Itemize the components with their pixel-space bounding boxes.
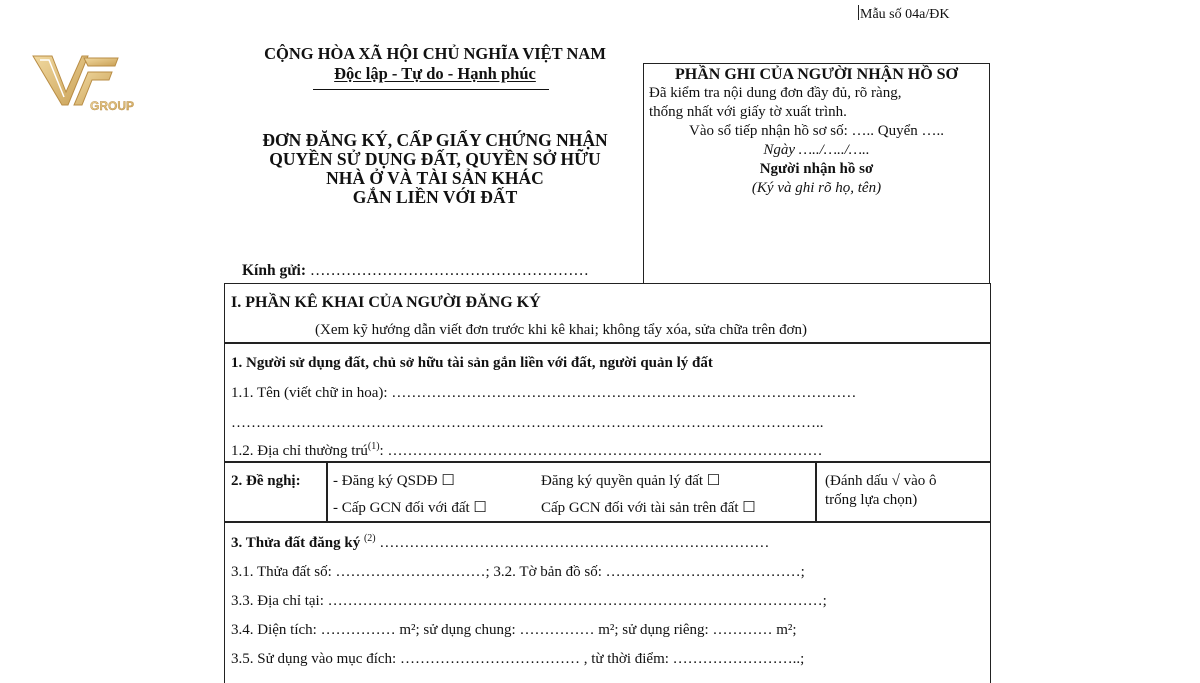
- option-certificate-land[interactable]: - Cấp GCN đối với đất ☐: [333, 500, 487, 516]
- receiver-title: PHẦN GHI CỦA NGƯỜI NHẬN HỒ SƠ: [675, 66, 958, 83]
- row-divider: [225, 461, 990, 463]
- part3-heading-text: 3. Thửa đất đăng ký: [231, 535, 361, 551]
- address-label: 1.2. Địa chỉ thường trú: [231, 443, 368, 459]
- title-line: QUYỀN SỬ DỤNG ĐẤT, QUYỀN SỞ HỮU: [269, 149, 601, 169]
- receiver-signer: Người nhận hồ sơ: [759, 161, 874, 177]
- part3-heading: [231, 534, 769, 553]
- request-label: 2. Đề nghị:: [231, 473, 301, 489]
- parcel-address-line[interactable]: 3.3. Địa chỉ tại: ………………………………………………………………………………………;: [231, 593, 827, 609]
- vf-group-logo-icon: [30, 50, 150, 120]
- recipient-label: Kính gửi:: [242, 262, 306, 279]
- footnote-ref: (2): [363, 533, 376, 544]
- motto-divider: [313, 89, 549, 90]
- nation-heading: CỘNG HÒA XÃ HỘI CHỦ NGHĨA VIỆT NAM: [264, 44, 606, 63]
- name-label: 1.1. Tên (viết chữ in hoa):: [231, 385, 388, 401]
- footnote-ref: (1): [367, 441, 380, 452]
- request-hint: (Đánh dấu √ vào ô: [825, 473, 937, 489]
- address-field[interactable]: [231, 442, 822, 461]
- row-divider: [225, 342, 990, 344]
- form-title: [230, 131, 640, 207]
- name-continuation[interactable]: ………………………………………………………………………………………………………..: [231, 415, 824, 431]
- row-divider: [225, 521, 990, 523]
- title-line: GẮN LIỀN VỚI ĐẤT: [352, 187, 518, 207]
- declaration-table: [224, 283, 991, 683]
- motto-text: Độc lập - Tự do - Hạnh phúc: [334, 64, 536, 83]
- motto: [230, 64, 640, 84]
- receiver-check-line: Đã kiểm tra nội dung đơn đầy đủ, rõ ràng,: [649, 85, 902, 101]
- company-logo: [30, 50, 150, 120]
- title-line: NHÀ Ở VÀ TÀI SẢN KHÁC: [326, 168, 544, 188]
- receiver-sign-note: (Ký và ghi rõ họ, tên): [751, 180, 882, 196]
- receiver-check-line: thống nhất với giấy tờ xuất trình.: [649, 104, 847, 120]
- section-note: (Xem kỹ hướng dẫn viết đơn trước khi kê khai; không tẩy xóa, sửa chữa trên đơn): [315, 322, 808, 338]
- recipient-field[interactable]: [242, 262, 589, 280]
- parcel-purpose-line[interactable]: 3.5. Sử dụng vào mục đích: ……………………………… , từ thời điểm: ……………………..;: [231, 651, 805, 667]
- receiver-box: [643, 63, 990, 283]
- text-cursor: [858, 5, 859, 20]
- parcel-area-line[interactable]: 3.4. Diện tích: …………… m²; sử dụng chung: …………… m²; sử dụng riêng: ………… m²;: [231, 622, 797, 638]
- title-line: ĐƠN ĐĂNG KÝ, CẤP GIẤY CHỨNG NHẬN: [262, 130, 608, 150]
- option-certificate-assets[interactable]: Cấp GCN đối với tài sản trên đất ☐: [541, 500, 756, 516]
- form-code: [858, 5, 949, 23]
- svg-text:GROUP: GROUP: [90, 99, 135, 113]
- option-register-land-use[interactable]: - Đăng ký QSDĐ ☐: [333, 473, 455, 489]
- name-field[interactable]: [231, 384, 856, 403]
- name-input[interactable]: …………………………………………………………………………………: [387, 385, 857, 401]
- receiver-date[interactable]: Ngày …../…../…..: [763, 142, 870, 158]
- address-input[interactable]: : ……………………………………………………………………………: [379, 443, 823, 459]
- column-divider: [815, 461, 817, 521]
- part1-heading: 1. Người sử dụng đất, chủ sở hữu tài sản gắn liền với đất, người quản lý đất: [231, 355, 713, 371]
- option-register-management[interactable]: Đăng ký quyền quản lý đất ☐: [541, 473, 721, 489]
- form-code-text: Mẫu số 04a/ĐK: [860, 7, 950, 22]
- recipient-value[interactable]: ………………………………………………: [306, 262, 589, 279]
- request-hint: trống lựa chọn): [825, 492, 918, 508]
- parcel-number-line[interactable]: 3.1. Thửa đất số: …………………………; 3.2. Tờ bản đồ số: …………………………………;: [231, 564, 805, 580]
- receiver-register-line[interactable]: Vào sổ tiếp nhận hồ sơ số: ….. Quyển …..: [689, 123, 944, 139]
- part3-input[interactable]: ……………………………………………………………………: [375, 535, 770, 551]
- section-heading: I. PHẦN KÊ KHAI CỦA NGƯỜI ĐĂNG KÝ: [231, 294, 541, 311]
- column-divider: [326, 461, 328, 521]
